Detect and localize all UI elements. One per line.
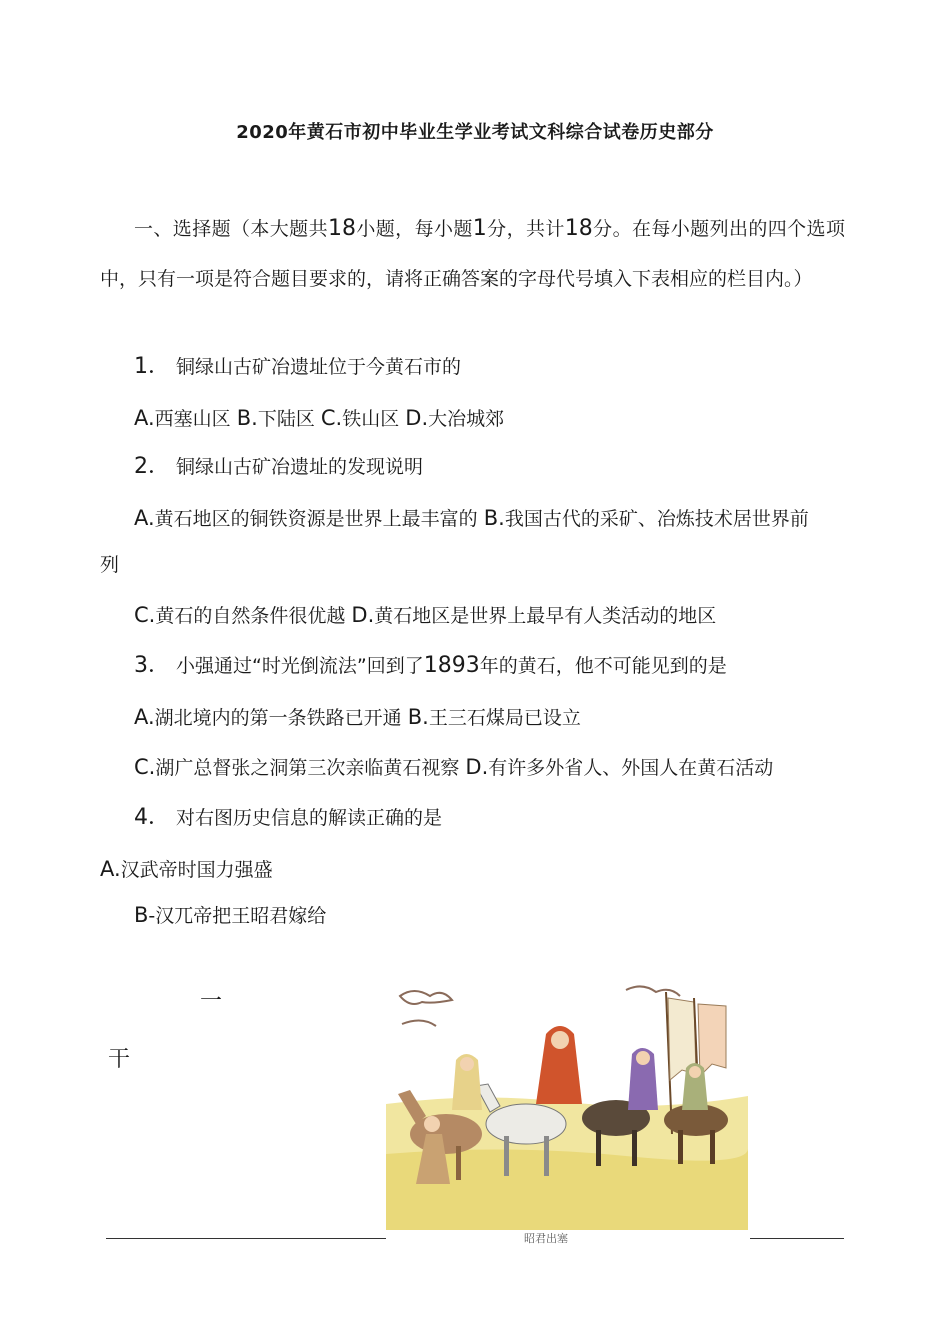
question-stem: 小强通过“时光倒流法”回到了 — [176, 655, 424, 677]
option-text: 有许多外省人、外国人在黄石活动 — [488, 757, 774, 779]
option-letter: C. — [134, 603, 156, 627]
option-text: 大冶城郊 — [428, 408, 505, 430]
question-number: 3． — [134, 653, 170, 678]
zhaojun-illustration — [386, 984, 748, 1230]
intro-text-3: 分，共计 — [486, 218, 565, 240]
points-per-question: 1 — [472, 216, 487, 241]
option-letter: D. — [405, 406, 429, 430]
illustration-drawing — [386, 984, 748, 1230]
question-1 — [134, 354, 461, 380]
option-text: 黄石地区是世界上最早有人类活动的地区 — [374, 605, 717, 627]
option-letter: B — [134, 903, 149, 927]
section-intro — [100, 204, 845, 304]
option-text: 我国古代的采矿、冶炼技术居世界前 — [504, 508, 809, 530]
question-3-options-cd — [134, 754, 773, 781]
question-stem-end: 年的黄石，他不可能见到的是 — [479, 655, 727, 677]
divider-right — [750, 1238, 844, 1239]
option-text: 铁山区 — [342, 408, 400, 430]
divider-left — [106, 1238, 386, 1239]
question-2-options-ab — [134, 505, 809, 532]
option-letter: D. — [465, 755, 489, 779]
question-4-option-a — [100, 856, 273, 883]
option-text: 汉武帝时国力强盛 — [120, 859, 273, 881]
question-count: 18 — [327, 216, 356, 241]
option-letter: B. — [483, 506, 505, 530]
question-stem: 铜绿山古矿冶遗址的发现说明 — [176, 456, 424, 478]
option-letter: D. — [351, 603, 375, 627]
option-text: 湖广总督张之洞第三次亲临黄石视察 — [155, 757, 460, 779]
question-2 — [134, 454, 423, 480]
page-title: 2020年黄石市初中毕业生学业考试文科综合试卷历史部分 — [236, 122, 714, 143]
intro-text-1: 一、选择题（本大题共 — [134, 218, 328, 240]
question-4-option-b — [134, 902, 326, 929]
question-stem: 铜绿山古矿冶遗址位于今黄石市的 — [176, 356, 462, 378]
option-letter: A. — [100, 857, 121, 881]
question-number: 2． — [134, 454, 170, 479]
option-letter: A. — [134, 406, 155, 430]
option-letter: C. — [320, 406, 343, 430]
option-letter: A. — [134, 705, 155, 729]
intro-text-2: 小题，每小题 — [355, 218, 473, 240]
option-text: 王三石煤局已设立 — [428, 707, 581, 729]
question-2-option-b-wrap: 列 — [100, 554, 120, 576]
question-1-options — [134, 405, 504, 432]
question-3-options-ab — [134, 704, 581, 731]
option-text: 黄石的自然条件很优越 — [155, 605, 346, 627]
option-letter: A. — [134, 506, 155, 530]
question-2-options-cd — [134, 602, 716, 629]
question-number: 1． — [134, 354, 170, 379]
stray-glyph: 一 — [200, 989, 223, 1014]
figure-caption: 昭君出塞 — [524, 1232, 568, 1245]
intro-text-4: 分。在每小题列出的四个选项中，只有一项是符合题目要求的，请将正确答案的字母代号填入下表相应的栏目内。） — [100, 218, 845, 290]
option-text: 西塞山区 — [154, 408, 231, 430]
option-letter: B. — [407, 705, 429, 729]
option-text: 黄石地区的铜铁资源是世界上最丰富的 — [154, 508, 478, 530]
total-points: 18 — [564, 216, 593, 241]
question-year: 1893 — [423, 653, 480, 678]
question-3 — [134, 653, 727, 679]
question-4 — [134, 805, 442, 831]
question-stem: 对右图历史信息的解读正确的是 — [176, 807, 443, 829]
question-number: 4． — [134, 805, 170, 830]
option-letter: B. — [236, 406, 258, 430]
option-text: 下陆区 — [257, 408, 315, 430]
option-text: -汉兀帝把王昭君嫁给 — [148, 905, 327, 927]
option-letter: C. — [134, 755, 156, 779]
option-text: 湖北境内的第一条铁路已开通 — [154, 707, 402, 729]
stray-glyph: 干 — [108, 1047, 131, 1072]
